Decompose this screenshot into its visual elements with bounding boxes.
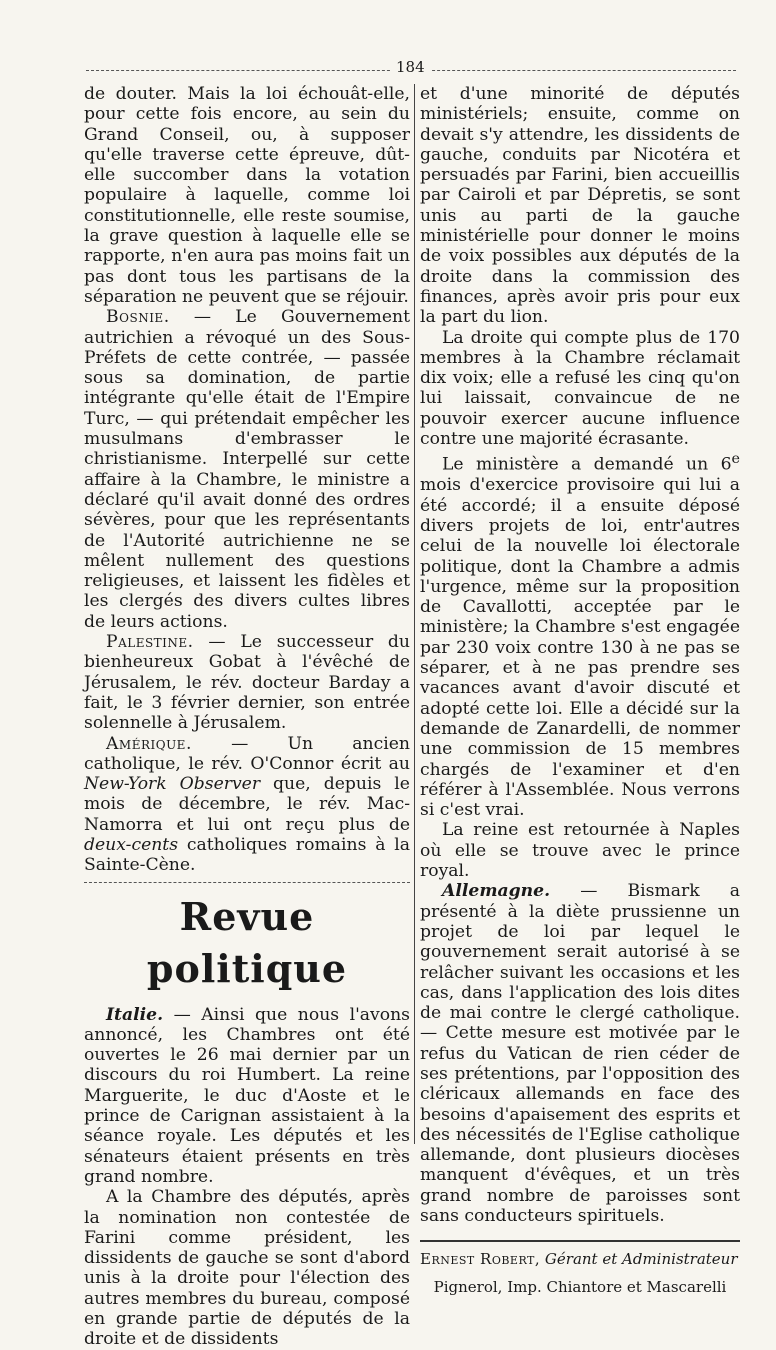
amerique-text-1: — Un ancien catholique, le rév. O'Connor écrit au [84, 733, 410, 774]
column-divider [414, 84, 415, 1144]
italie-heading: Italie. [106, 1004, 164, 1025]
allemagne-text: — Bismark a présenté à la diète prussienne un projet de loi par lequel le gouvernement serait autorisé à se relâcher suivant les occasions et les cas, dans l'application des lois dites de mai contre le clergé catholique. — Cette mesure est motivée par le refus du Vatican de rien céder de ses prétentions, par l'opposition des cléricaux allemands en face des besoins d'apaisement des esprits et des nécessités de l'Eglise catholique allemande, dont plusieurs diocèses manquent d'évêques, et un très grand nombre de paroisses sont sans conducteurs spirituels. [420, 881, 740, 1227]
ordinal-suffix: e [731, 451, 740, 468]
italie-paragraph [84, 1005, 410, 1188]
palestine-text: — Le successeur du bienheureux Gobat à l'évêché de Jérusalem, le rév. docteur Barday a fait, le 3 février dernier, son entrée solennelle à Jérusalem. [84, 632, 410, 734]
revue-politique-title: Revue politique [146, 893, 348, 991]
bosnie-heading: Bosnie. [106, 307, 170, 328]
ministere-text-b: mois d'exercice provisoire qui lui a été accordé; il a ensuite déposé divers projets de loi, entr'autres celui de la nouvelle loi électorale politique, dont la Chambre a admis l'urgence, même sur la proposition de Cavallotti, acceptée par le ministère; la Chambre s'est engagée par 230 voix contre 130 à ne pas se séparer, et à ne pas prendre ses vacances avant d'avoir discuté et adopté cette loi. Elle a décidé sur la demande de Zanardelli, de nommer une commission de 15 membres chargés de l'examiner et d'en référer à l'Assemblée. Nous verrons si c'est vrai. [420, 475, 740, 821]
palestine-paragraph [84, 632, 410, 733]
right-column [420, 84, 740, 1298]
ministere-text-a: Le ministère a demandé un 6 [442, 455, 732, 476]
chambre-paragraph: A la Chambre des députés, après la nomination non contestée de Farini comme président, les dissidents de gauche se sont d'abord unis à la droite pour l'élection des autres membres du bureau, composé en grande partie de députés de la droite et de dissidents [84, 1187, 410, 1350]
ministere-paragraph [420, 449, 740, 820]
italie-text: — Ainsi que nous l'avons annoncé, les Chambres ont été ouvertes le 26 mai dernier par un discours du roi Humbert. La reine Marguerite, le duc d'Aoste et le prince de Carignan assistaient à la séance royale. Les députés et les sénateurs étaient présents en très grand nombre. [84, 1004, 410, 1187]
bosnie-paragraph [84, 307, 410, 632]
footer-printer: Pignerol, Imp. Chiantore et Mascarelli [433, 1278, 727, 1297]
palestine-heading: Palestine. [106, 632, 194, 653]
intro-paragraph: de douter. Mais la loi échouât-elle, pour cette fois encore, au sein du Grand Conseil, ou, à supposer qu'elle traverse cette épreuve, dût-elle succomber dans la votation populaire à laquelle, comme loi constitutionnelle, elle reste soumise, la grave question à laquelle elle se rapporte, n'en aura pas moins fait un pas dont tous les partisans de la séparation ne peuvent que se réjouir. [84, 84, 410, 307]
amerique-text-3: catholiques romains à la Sainte-Cène. [84, 834, 410, 876]
bosnie-text: — Le Gouvernement autrichien a révoqué un des Sous-Préfets de cette contrée, — passée sous sa domination, de partie intégrante qu'elle était de l'Empire Turc, — qui prétendait empêcher les musulmans d'embrasser le christianisme. Interpellé sur cette affaire à la Chambre, le ministre a déclaré qu'il avait donné des ordres sévères, pour que les représentants de l'Autorité autrichienne ne se mêlent nullement des questions religieuses, et laissent les fidèles et les clergés des divers cultes libres de leurs actions. [84, 307, 410, 632]
footer-manager [420, 1248, 740, 1270]
page-number: 184 [390, 58, 431, 76]
left-column [84, 84, 410, 1350]
amerique-paragraph [84, 734, 410, 876]
manager-name: Ernest Robert, [420, 1250, 541, 1269]
amerique-count: deux-cents [84, 834, 179, 855]
amerique-journal: New-York Observer [84, 774, 261, 795]
amerique-heading: Amérique. [106, 733, 192, 754]
droite-paragraph: La droite qui compte plus de 170 membres à la Chambre réclamait dix voix; elle a refusé les cinq qu'on lui laissait, convaincue de ne pouvoir exercer aucune influence contre une majorité écrasante. [420, 327, 740, 450]
continued-paragraph: et d'une minorité de députés ministériels; ensuite, comme on devait s'y attendre, les dissidents de gauche, conduits par Nicotéra et persuadés par Farini, bien accueillis par Cairoli et par Dépretis, se sont unis au parti de la gauche ministérielle pour donner le moins de voix possibles aux députés de la droite dans la commission des finances, après avoir pris pour eux la part du lion. [420, 84, 740, 328]
section-separator [84, 882, 410, 883]
manager-role: Gérant et Administrateur [540, 1250, 738, 1269]
amerique-text-2: que, depuis le mois de décembre, le rév. Mac-Namorra et lui ont reçu plus de [84, 774, 410, 835]
allemagne-paragraph [420, 881, 740, 1226]
allemagne-heading: Allemagne. [442, 881, 551, 902]
reine-paragraph: La reine est retournée à Naples où elle se trouve avec le prince royal. [420, 820, 740, 882]
footer-rule [420, 1240, 740, 1242]
